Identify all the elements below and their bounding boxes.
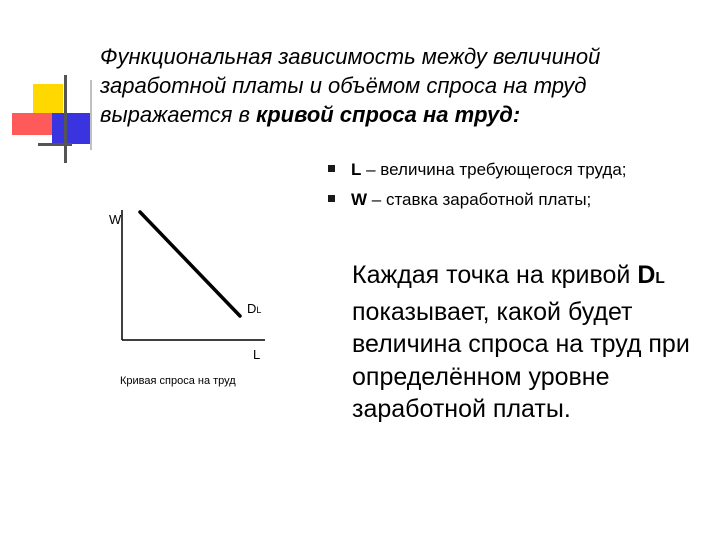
bullet-term: L [351, 160, 362, 179]
demand-curve [140, 212, 240, 316]
bullet-term: W [351, 190, 368, 209]
explanation-prefix: Каждая точка на кривой [352, 261, 638, 289]
title-main-text: Функциональная зависимость между величиной заработной платы и объёмом спроса на труд выражается в [100, 44, 601, 127]
bullet-description: – ставка заработной платы; [367, 190, 592, 209]
title-emphasis-text: кривой спроса на труд: [256, 102, 521, 127]
explanation-term-sub: L [655, 270, 665, 287]
curve-label-main: D [247, 301, 257, 316]
curve-label [247, 301, 261, 316]
graph-caption: Кривая спроса на труд [120, 375, 236, 387]
explanation-term-main: D [637, 261, 656, 289]
x-axis-label: L [253, 347, 261, 362]
curve-label-sub: L [256, 305, 262, 315]
explanation-suffix: показывает, какой будет величина спроса на труд при определённом уровне заработной платы. [352, 297, 690, 423]
y-axis-label: W [109, 212, 122, 227]
bullet-description: – величина требующегося труда; [361, 160, 627, 179]
